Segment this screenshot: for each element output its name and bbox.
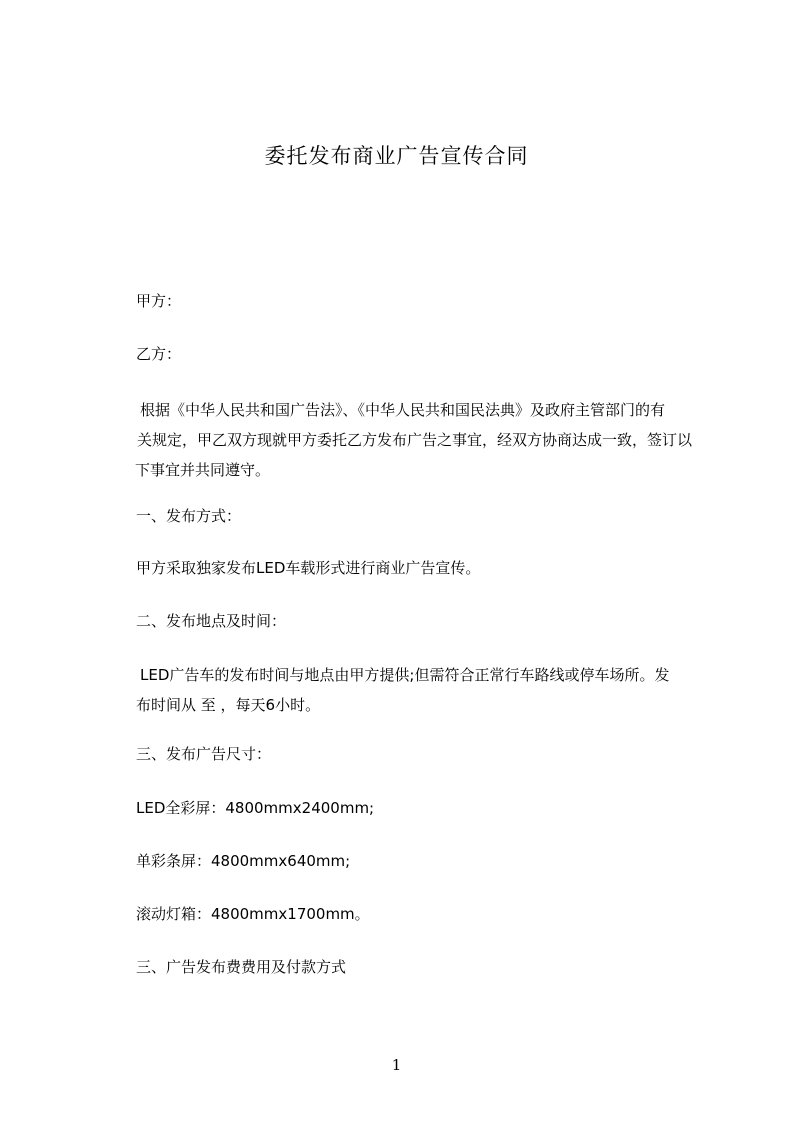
preamble-line-3: 下事宜并共同遵守。 [135, 461, 271, 479]
preamble-line-2: 关规定，甲乙双方现就甲方委托乙方发布广告之事宜，经双方协商达成一致，签订以 [137, 431, 693, 449]
section-3-heading: 三、发布广告尺寸： [136, 745, 272, 763]
preamble-paragraph [110, 395, 710, 485]
size-scrolling-lightbox: 滚动灯箱：4800mmx1700mm。 [136, 905, 370, 923]
preamble-line-1: 根据《中华人民共和国广告法》、《中华人民共和国民法典》及政府主管部门的有 [140, 401, 666, 419]
party-a-label: 甲方： [136, 292, 182, 310]
section-1-body: 甲方采取独家发布LED车载形式进行商业广告宣传。 [136, 559, 481, 577]
party-b-label: 乙方： [136, 345, 182, 363]
section-2-paragraph [110, 660, 710, 720]
section-2-line-2: 布时间从 至 ，每天6小时。 [136, 696, 321, 714]
section-1-heading: 一、发布方式： [136, 507, 242, 525]
section-4-heading: 三、广告发布费费用及付款方式 [136, 958, 347, 976]
section-2-heading: 二、发布地点及时间： [136, 612, 287, 630]
size-led-full-color: LED全彩屏：4800mmx2400mm; [136, 799, 375, 817]
size-monochrome-strip: 单彩条屏：4800mmx640mm; [136, 852, 351, 870]
section-2-line-1: LED广告车的发布时间与地点由甲方提供;但需符合正常行车路线或停车场所。发 [140, 666, 670, 684]
page-number: 1 [391, 1056, 402, 1074]
document-title: 委托发布商业广告宣传合同 [264, 144, 529, 168]
